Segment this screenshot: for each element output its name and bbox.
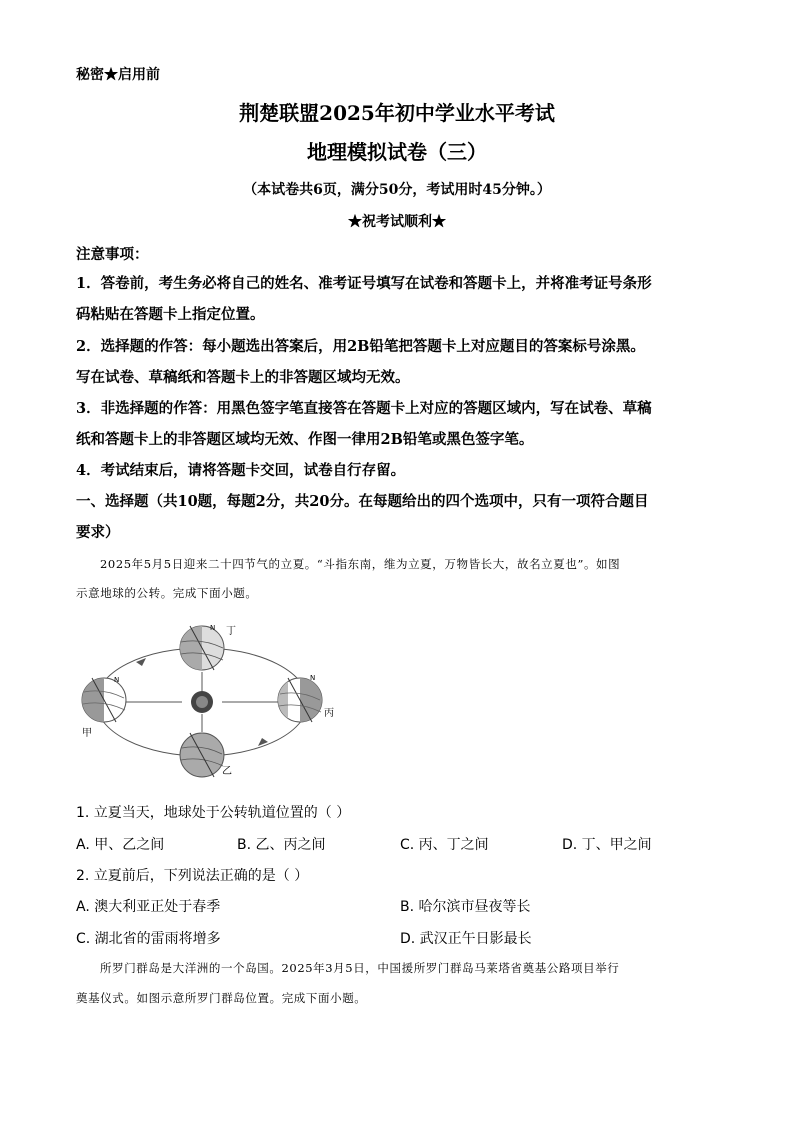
question-1-option-a[interactable]: A. 甲、乙之间	[76, 837, 165, 853]
passage-1-line-2: 示意地球的公转。完成下面小题。	[76, 586, 258, 600]
exam-info: （本试卷共6页，满分50分，考试用时45分钟。）	[243, 182, 551, 198]
question-1-stem: 1. 立夏当天，地球处于公转轨道位置的（ ）	[76, 805, 351, 821]
notice-item-3-line-1: 3．非选择题的作答：用黑色签字笔直接答在答题卡上对应的答题区域内，写在试卷、草稿	[76, 400, 652, 417]
label-bing: 丙	[324, 708, 334, 719]
confidential-mark: 秘密★启用前	[76, 67, 160, 83]
exam-subtitle: 地理模拟试卷（三）	[307, 140, 487, 164]
passage-2-line-1: 所罗门群岛是大洋洲的一个岛国。2025年3月5日，中国援所罗门群岛马莱塔省奠基公路项目举行	[100, 961, 620, 975]
label-ding: 丁	[226, 626, 236, 637]
question-1-option-b[interactable]: B. 乙、丙之间	[237, 837, 326, 853]
question-2-option-d[interactable]: D. 武汉正午日影最长	[400, 931, 532, 947]
pole-n-bing: N	[310, 674, 316, 682]
exam-title: 荆楚联盟2025年初中学业水平考试	[239, 101, 555, 125]
notice-item-2-line-2: 写在试卷、草稿纸和答题卡上的非答题区域均无效。	[76, 369, 410, 386]
earth-position-bing-icon	[278, 678, 322, 722]
passage-2-line-2: 奠基仪式。如图示意所罗门群岛位置。完成下面小题。	[76, 991, 367, 1005]
question-1-option-d[interactable]: D. 丁、甲之间	[562, 837, 652, 853]
passage-1-line-1: 2025年5月5日迎来二十四节气的立夏。“斗指东南，维为立夏，万物皆长大，故名立夏也”。如图	[100, 557, 621, 571]
pole-n-ding: N	[210, 624, 216, 632]
section-heading-line-1: 一、选择题（共10题，每题2分，共20分。在每题给出的四个选项中，只有一项符合题目	[76, 493, 649, 510]
sun-icon	[191, 691, 213, 713]
good-luck-line: ★祝考试顺利★	[348, 214, 446, 230]
notice-item-3-line-2: 纸和答题卡上的非答题区域均无效、作图一律用2B铅笔或黑色签字笔。	[76, 431, 534, 448]
question-2-option-a[interactable]: A. 澳大利亚正处于春季	[76, 899, 221, 915]
notice-heading: 注意事项：	[76, 246, 149, 263]
notice-item-1-line-2: 码粘贴在答题卡上指定位置。	[76, 306, 265, 323]
question-2-option-c[interactable]: C. 湖北省的雷雨将增多	[76, 931, 221, 947]
earth-position-ding-icon	[180, 626, 224, 670]
label-yi: 乙	[222, 766, 232, 777]
question-2-option-b[interactable]: B. 哈尔滨市昼夜等长	[400, 899, 531, 915]
earth-revolution-diagram	[76, 618, 356, 788]
notice-item-1-line-1: 1．答卷前，考生务必将自己的姓名、准考证号填写在试卷和答题卡上，并将准考证号条形	[76, 275, 652, 292]
label-jia: 甲	[82, 728, 92, 739]
earth-position-jia-icon	[82, 678, 126, 722]
question-2-stem: 2. 立夏前后，下列说法正确的是（ ）	[76, 868, 309, 884]
pole-n-jia: N	[114, 676, 120, 684]
question-1-option-c[interactable]: C. 丙、丁之间	[400, 837, 489, 853]
earth-position-yi-icon	[180, 733, 224, 777]
notice-item-4: 4．考试结束后，请将答题卡交回，试卷自行存留。	[76, 462, 406, 479]
section-heading-line-2: 要求）	[76, 524, 120, 541]
notice-item-2-line-1: 2．选择题的作答：每小题选出答案后，用2B铅笔把答题卡上对应题目的答案标号涂黑。	[76, 338, 645, 355]
